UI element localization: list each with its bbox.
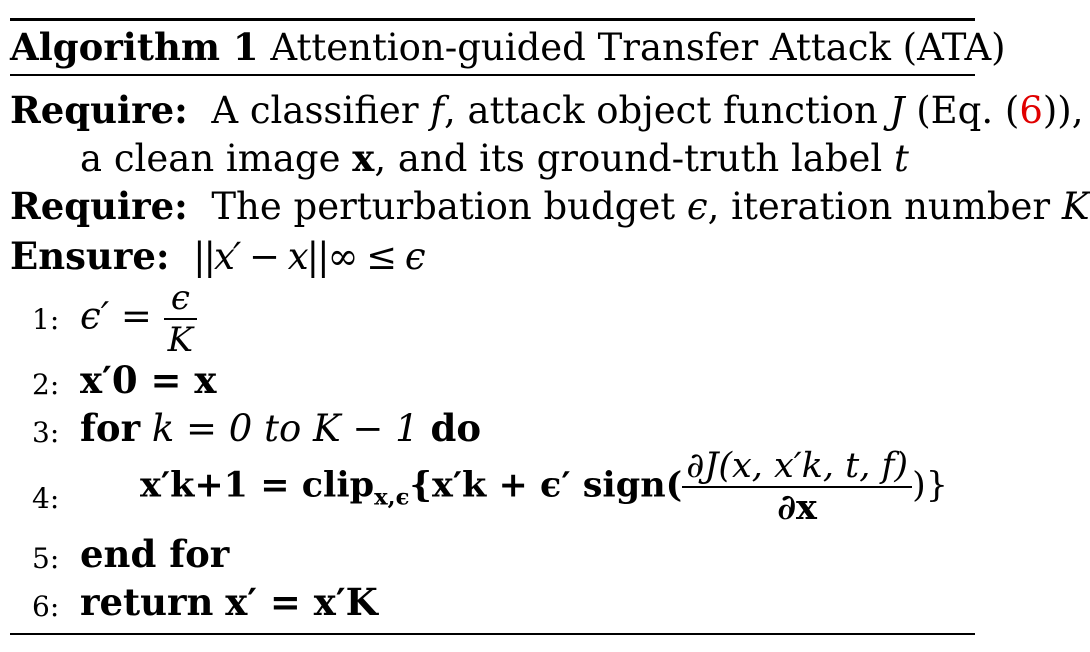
gradient-denominator: ∂x <box>777 487 817 528</box>
require-cont-a: a clean image <box>80 137 341 180</box>
require-text-c: (Eq. ( <box>916 89 1020 132</box>
step-1 <box>80 278 197 360</box>
step-6-expression: x′ = x′K <box>225 580 378 624</box>
require-keyword-2: Require: <box>10 184 188 228</box>
require-line-1 <box>10 86 1084 135</box>
step-3-number: 3: <box>32 416 60 449</box>
iteration-symbol: K <box>1061 185 1090 228</box>
top-rule <box>10 18 975 21</box>
classifier-symbol: f <box>430 89 444 132</box>
header-rule <box>10 74 975 76</box>
step-6-number: 6: <box>32 590 60 623</box>
equation-reference-link[interactable]: 6 <box>1019 89 1043 132</box>
step-1-denominator: K <box>167 320 194 360</box>
step-1-number: 1: <box>32 303 60 336</box>
step-2 <box>80 356 216 405</box>
for-keyword: for <box>80 406 141 450</box>
algorithm-name: Attention-guided Transfer Attack (ATA) <box>270 26 1006 69</box>
require-line-2 <box>10 182 1090 231</box>
algorithm-label: Algorithm 1 <box>10 25 259 69</box>
ensure-expression: ||x′ − x||∞ ≤ ϵ <box>193 235 424 278</box>
require-text-b: , attack object function <box>443 89 878 132</box>
gradient-fraction <box>682 446 912 528</box>
require-cont-b: , and its ground-truth label <box>374 137 883 180</box>
do-keyword: do <box>430 406 482 450</box>
step-4-body: {x′k + ϵ′ sign( <box>409 464 683 506</box>
step-2-expression: x′0 = x <box>80 358 217 402</box>
step-4-close: )} <box>912 465 948 506</box>
step-1-numerator: ϵ <box>164 278 197 320</box>
require2-text-b: , iteration number <box>707 185 1051 228</box>
require-text-d: )), <box>1042 89 1084 132</box>
label-symbol: t <box>894 137 909 180</box>
bottom-rule <box>10 633 975 635</box>
step-4-lhs: x′k+1 = clip <box>140 464 375 506</box>
step-1-fraction <box>164 278 197 360</box>
epsilon-symbol: ϵ <box>686 185 708 228</box>
require-keyword: Require: <box>10 88 188 132</box>
step-3-range: k = 0 to K − 1 <box>151 407 419 450</box>
require-line-1-cont <box>80 134 909 183</box>
ensure-keyword: Ensure: <box>10 234 170 278</box>
gradient-numerator: ∂J(x, x′k, t, f) <box>682 446 912 488</box>
end-for-keyword: end for <box>80 532 230 576</box>
require2-text-a: The perturbation budget <box>211 185 676 228</box>
step-4-number: 4: <box>32 482 60 515</box>
step-4 <box>140 446 948 528</box>
step-5 <box>80 530 229 579</box>
step-1-lhs: ϵ′ = <box>80 294 152 338</box>
step-5-number: 5: <box>32 542 60 575</box>
require-text-a: A classifier <box>211 89 419 132</box>
return-keyword: return <box>80 580 214 624</box>
objective-symbol: J <box>889 89 905 132</box>
image-symbol: x <box>352 136 375 180</box>
ensure-line <box>10 232 424 281</box>
step-6 <box>80 578 378 627</box>
algorithm-title <box>10 22 1006 73</box>
step-2-number: 2: <box>32 368 60 401</box>
clip-subscript: x,ϵ <box>374 484 410 511</box>
